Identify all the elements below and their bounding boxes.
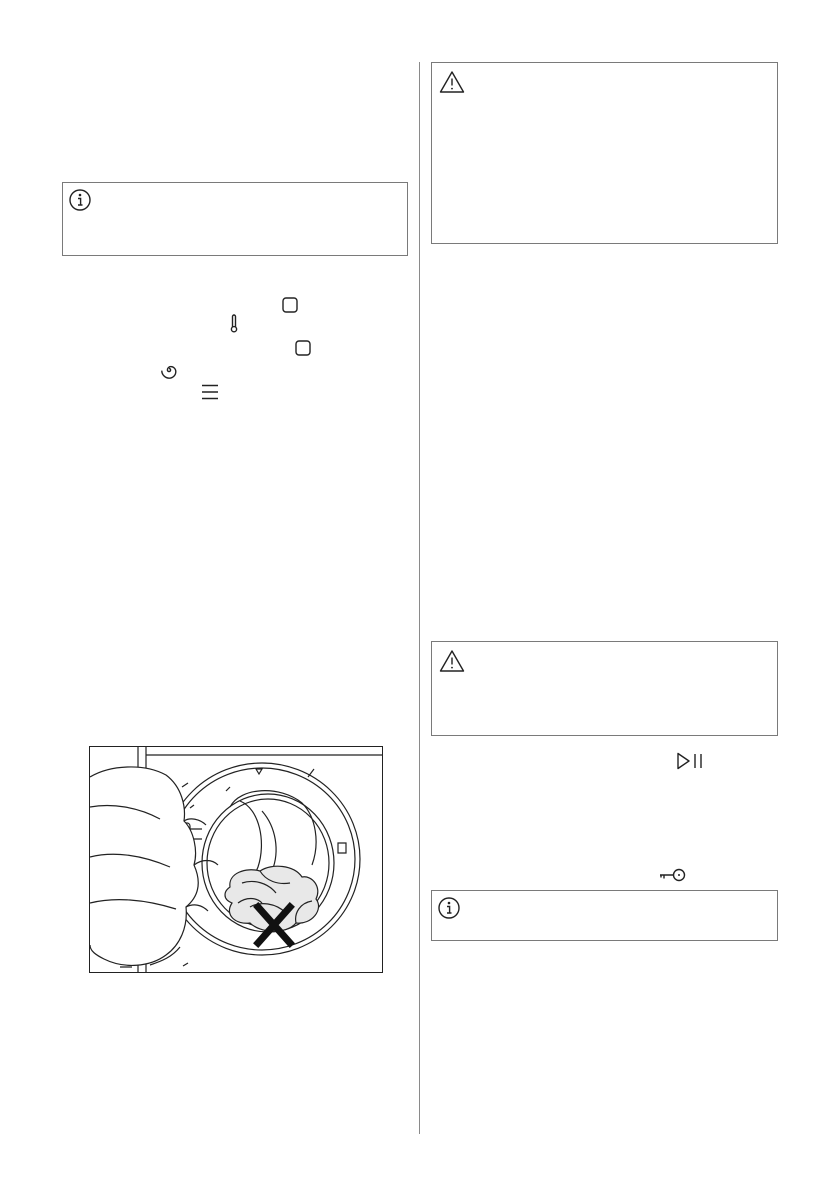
rounded-square-button-icon bbox=[294, 339, 312, 357]
warning-box bbox=[431, 641, 778, 736]
warning-triangle-icon bbox=[439, 70, 465, 94]
child-lock-key-icon bbox=[657, 866, 687, 884]
rounded-square-button-icon bbox=[281, 296, 299, 314]
warning-triangle-icon bbox=[439, 649, 465, 673]
play-pause-icon bbox=[675, 751, 705, 771]
info-icon bbox=[437, 896, 461, 920]
column-divider bbox=[419, 62, 420, 1134]
warning-box bbox=[431, 62, 778, 244]
thermometer-icon bbox=[227, 314, 241, 334]
info-box bbox=[62, 182, 408, 256]
info-box bbox=[431, 890, 778, 941]
info-icon bbox=[68, 188, 92, 212]
washing-machine-figure bbox=[89, 746, 383, 973]
spin-spiral-icon bbox=[159, 360, 179, 380]
menu-lines-icon bbox=[200, 383, 220, 401]
